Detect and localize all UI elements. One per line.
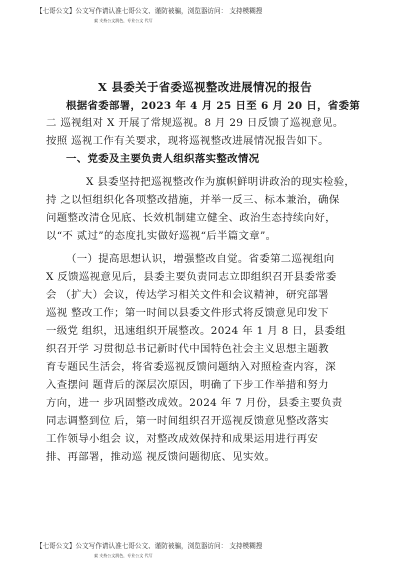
- paragraph-line: （一）提高思想认识，增强整改自觉。省委第二巡视组向: [66, 253, 335, 265]
- header-banner-line2: 索 支持公文润色，专业公文 代写: [94, 18, 153, 23]
- header-banner: [36, 6, 382, 26]
- footer-banner: [36, 541, 382, 561]
- paragraph-line: 排、再部署，推动巡 视反馈问题彻底、见实效。: [46, 451, 276, 463]
- paragraph-line: 巡视 整改工作；第一时间以县委文件形式将反馈意见印发下: [46, 307, 329, 319]
- paragraph-line: 工作领导小组会 议，对整改成效保持和成果运用进行再安: [46, 433, 319, 445]
- paragraph-line: 方向，进一 步巩固整改成效。2024 年 7 月份，县委主要负责: [46, 397, 343, 409]
- paragraph-line: X 反馈巡视意见后，县委主要负责同志立即组织召开县委常委: [46, 271, 337, 283]
- paragraph-line: 织召开学 习贯彻总书记新时代中国特色社会主义思想主题教: [46, 343, 329, 355]
- footer-banner-line1: 【七哥公文】公文写作请认准七哥公文、谨防被骗，浏览器访问： 支持模糊搜: [36, 542, 263, 550]
- document-title: X 县委关于省委巡视整改进展情况的报告: [97, 80, 313, 94]
- paragraph-line: 一级党 组织，迅速组织开展整改。2024 年 1 月 8 日，县委组: [46, 325, 346, 337]
- paragraph-line: 问题整改清仓见底、长效机制建立健全、政治生态持续向好，: [46, 212, 336, 224]
- paragraph-line: 会 （扩大）会议，传达学习相关文件和会议精神，研究部署: [46, 289, 329, 301]
- paragraph-line: 持 之以恒组织化各项整改措施，并举一反三、标本兼治，确保: [46, 194, 340, 206]
- paragraph-line: 二 巡视组对 X 开展了常规巡视。8 月 29 日反馈了巡视意见。: [46, 117, 344, 129]
- paragraph-line: X 县委坚持把巡视整改作为旗帜鲜明讲政治的现实检验，: [86, 176, 356, 188]
- paragraph-line: 以“不 贰过”的态度扎实做好巡视“后半篇文章”。: [46, 230, 277, 242]
- section-heading: 一、党委及主要负责人组织落实整改情况: [66, 153, 260, 165]
- paragraph-line: 育专题民生活会，将省委巡视反馈问题纳入对照检查内容，深: [46, 361, 336, 373]
- paragraph-line: 按照 巡视工作有关要求，现将巡视整改进展情况报告如下。: [46, 135, 329, 147]
- header-banner-line1: 【七哥公文】公文写作请认准七哥公文、谨防被骗，浏览器访问： 支持模糊搜: [36, 7, 263, 15]
- paragraph-line: 入查摆问 题背后的深层次原因，明确了下步工作举措和努力: [46, 379, 329, 391]
- paragraph-line: 同志调整到位 后，第一时间组织召开巡视反馈意见整改落实: [46, 415, 329, 427]
- paragraph-line: 根据省委部署，2023 年 4 月 25 日至 6 月 20 日，省委第: [66, 100, 361, 112]
- footer-banner-line2: 索 支持公文润色，专业公文 代写: [94, 553, 153, 558]
